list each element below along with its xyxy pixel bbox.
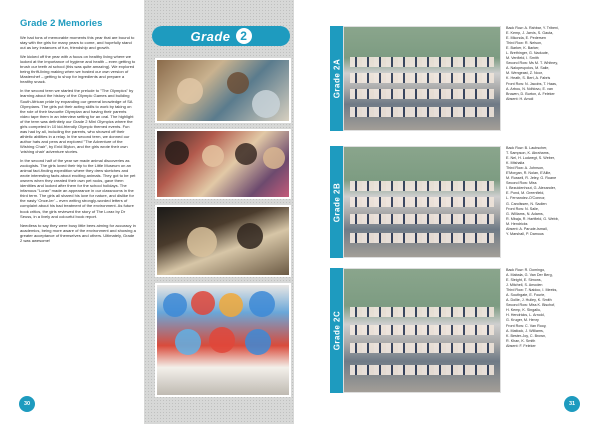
name-line: Y. Marshall, P. Damous	[506, 231, 544, 236]
name-line: K. Bester-Joy, C. Brown,	[506, 333, 547, 338]
class-tab-label: Grade 2A	[332, 58, 342, 99]
name-line: Second Row: Miss K. Bischof,	[506, 303, 556, 308]
name-line: M. Wengeast, Z. Noor,	[506, 71, 543, 76]
name-line: E. Sleight, E. Simons,	[506, 278, 542, 283]
photo-classroom-activity	[155, 58, 291, 123]
class-tab-2a	[330, 26, 344, 131]
name-line: E. Barker, K. Barker,	[506, 46, 540, 51]
class-photo-2a	[343, 26, 501, 131]
name-line: Third Row: R. Nelson,	[506, 41, 543, 46]
name-line: I. Bezuidenhout, G. Alexander,	[506, 186, 556, 191]
name-line: E. Pond, M. Greenfield,	[506, 191, 545, 196]
page-number-right: 31	[564, 396, 580, 412]
name-list-2a	[506, 26, 594, 102]
name-line: Third Row: A. Johnson,	[506, 166, 545, 171]
page-title: Grade 2 Memories	[20, 18, 103, 29]
banner-number-badge: 2	[236, 28, 252, 44]
paragraph-intro: We had tons of memorable moments this year that are bound to stay with the girls for many years to come, and hopefully stand out as key instances of fun, friendship and growth.	[20, 35, 135, 51]
name-line: L. Brethinger, G. Naduute,	[506, 51, 549, 56]
grade-banner	[152, 26, 290, 46]
name-line: L. Fernandez-O'Connor,	[506, 196, 546, 201]
name-line: A. Nalopeupolos, M. Salie,	[506, 66, 550, 71]
name-line: M. Venfield, I. Smith	[506, 56, 539, 61]
name-line: T. Sampson, K. Abrahams,	[506, 151, 550, 156]
name-line: Second Row: Miss	[506, 181, 537, 186]
name-line: G. Williams, N. Adams,	[506, 211, 544, 216]
name-line: Back Row: A. Rahbar, Y. Tribeni,	[506, 26, 559, 30]
paragraph-closing: Needless to say they were busy little bees aiming for accuracy in academics, being more aware of the environment and showing a greater acceptance of themselves and others. Ultimately, Grade 2 was awesome!	[20, 222, 136, 243]
name-line: E'Morgan, R. Nolan, E'Allie,	[506, 171, 552, 176]
name-line: Front Row: N. Jacobs, T. Haas,	[506, 81, 557, 86]
name-line: E. Kemp, J. Jarvis, S. Gauta,	[506, 31, 554, 36]
name-line: R. Khan, K. Smith	[506, 338, 536, 343]
name-line: E. Nel, H. Ludwegt, S. Weber,	[506, 156, 555, 161]
name-line: R. Mbaja, R. Hartfield, G. Webb,	[506, 216, 559, 221]
class-tab-2c	[330, 268, 344, 393]
name-line: A. Matlock, J. Williams,	[506, 328, 544, 333]
name-line: K. Heath, S. Bert, A. Fabris	[506, 76, 551, 81]
name-line: A. Arbou, N. Ndhlovu, E. van	[506, 86, 553, 91]
name-line: H. Kemp, K. Singaliu,	[506, 308, 542, 313]
name-list-2c	[506, 268, 594, 349]
name-line: Front Row: C. Van Rooy,	[506, 323, 547, 328]
name-list-2b	[506, 146, 594, 237]
class-photo-2b	[343, 146, 501, 258]
paragraph-term-two: In the second term we started the prelude to "The Olympics" by learning about the history of the Olympic Games and building South African pride by expanding our general knowledge of SA Olympians. The girls put their acting skills to work by taking on the role of their favourite Olympian and having their parents video tape them in an interview setting for an oral. The highlight of the term was definitely our Grade 2 Mini Olympics where the girls competed in 10 kid-friendly Olympic themed events. Fun was had by all, including the parents, who showed off their athletic abilities in a relay. In the second term, we donned our author hats and pens and explored "The Adventure of the Wishing Chair", by Enid Blyton, and the girls wrote their own 'wishing chair' adventure stories.	[20, 88, 134, 154]
name-line: Absent: F. Feleker	[506, 343, 536, 348]
name-line: Second Row: Ms M. T. Whitney,	[506, 61, 558, 66]
name-line: G. Kruger, M. Henry	[506, 318, 539, 323]
name-line: Absent: H. Amoli	[506, 96, 534, 101]
photo-girls-drawing	[155, 205, 291, 277]
name-line: K. Mtshalia	[506, 161, 525, 166]
name-line: M. Russell, R. Jeley, G. Roane	[506, 176, 557, 181]
class-tab-label: Grade 2C	[332, 310, 342, 351]
paragraph-term-one: We kicked off the year with a focus on healthy living where we looked at the importance of hygiene and health – even getting to brush our teeth at school (this was quite amazing). We explored being thrift-living making when we hosted our own version of Masterchef – getting to shop for ingredients and prepare a healthy snack.	[20, 54, 136, 85]
paragraph-second-half: In the second half of the year we made animal discoveries as zoologists. The girls loved their trip to the Little Museum on an animal fact-finding expedition where they drew sketches and wrote interesting facts about exciting animals. They got to be pet owners when they created their own pet rocks, gave them identities and looked after them for the school holidays. The infamous "Lorax" made an appearance in our classrooms in the third term. The girls all shared his love for nature, and dislike for the nasty 'Once-ler' – even writing strongly-worded letters of complaint about his bad treatment of the environment. As future book critics, the girls reviewed the story of The Lorax by Dr Seuss, in a lively and colourful book report.	[20, 158, 136, 219]
photo-lorax-costumes	[155, 283, 291, 397]
name-line: Back Row: R. Domingo,	[506, 268, 546, 272]
name-line: Third Row: T. Naidoo, I. Meeks,	[506, 288, 558, 293]
page-number-left: 30	[19, 396, 35, 412]
class-tab-label: Grade 2B	[332, 182, 342, 222]
name-line: Bruwen, D. Burton, A. Feleker	[506, 91, 555, 96]
name-line: A. Mabala, G. Van Der Berg,	[506, 273, 553, 278]
photo-girls-group	[155, 129, 291, 199]
name-line: A. Dollie, J. Hulley, K. Smith	[506, 298, 552, 303]
name-line: A. Southgate, E. Fourie,	[506, 293, 546, 298]
class-tab-2b	[330, 146, 344, 258]
name-line: E. Mkonda, E. Pedersen	[506, 36, 546, 41]
name-line: M. Hendricks	[506, 221, 528, 226]
name-line: J. Mitchell, S. Amoden	[506, 283, 543, 288]
name-line: H. Hendricks, L. Arnold,	[506, 313, 545, 318]
name-line: G. Carolissen, N. Sadien	[506, 201, 547, 206]
class-photo-2c	[343, 268, 501, 393]
name-line: Front Row: N. Salie,	[506, 206, 539, 211]
banner-word: Grade	[190, 28, 231, 44]
name-line: Back Row: B. Laubscher,	[506, 146, 548, 150]
name-line: Absent: A. Parude-Ismail,	[506, 226, 548, 231]
left-page-text	[20, 18, 136, 247]
